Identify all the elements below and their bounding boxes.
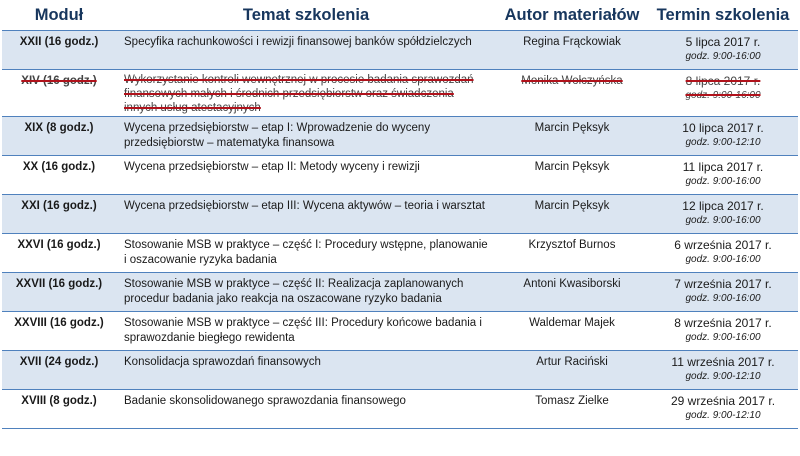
topic-cell: Wycena przedsiębiorstw – etap II: Metody wyceny i rewizji	[116, 156, 496, 195]
table-row	[2, 117, 798, 156]
hours-text: godz. 9:00-16:00	[685, 254, 761, 265]
hours-text: godz. 9:00-16:00	[685, 215, 761, 226]
date-cell	[648, 31, 798, 70]
module-text: XIV (16 godz.)	[21, 75, 97, 87]
date-cell	[648, 117, 798, 156]
date-text: 29 września 2017 r.	[670, 394, 776, 408]
topic-text: Wykorzystanie kontroli wewnętrznej w procesie badania sprawozdań finansowych małych i średnich przedsiębiorstw oraz świadczenia innych usług atestacyjnych	[124, 74, 474, 114]
author-cell	[496, 70, 648, 117]
hours-text: godz. 9:00-16:00	[685, 176, 761, 187]
table-row	[2, 312, 798, 351]
date-text: 8 lipca 2017 r.	[685, 74, 761, 88]
author-cell: Tomasz Zielke	[496, 390, 648, 429]
topic-cell: Badanie skonsolidowanego sprawozdania finansowego	[116, 390, 496, 429]
date-cell	[648, 156, 798, 195]
topic-cell	[116, 70, 496, 117]
author-cell: Artur Raciński	[496, 351, 648, 390]
date-cell	[648, 70, 798, 117]
date-text: 10 lipca 2017 r.	[682, 121, 764, 135]
hours-text: godz. 9:00-12:10	[685, 137, 761, 148]
date-cell	[648, 273, 798, 312]
topic-cell: Stosowanie MSB w praktyce – część I: Procedury wstępne, planowanie i oszacowanie ryzyka badania	[116, 234, 496, 273]
table-row-cancelled	[2, 70, 798, 117]
table-row	[2, 156, 798, 195]
author-cell: Marcin Pęksyk	[496, 195, 648, 234]
date-text: 6 września 2017 r.	[674, 238, 772, 252]
topic-cell: Konsolidacja sprawozdań finansowych	[116, 351, 496, 390]
table-row	[2, 31, 798, 70]
date-text: 11 września 2017 r.	[671, 355, 775, 369]
table-row	[2, 390, 798, 429]
author-cell: Waldemar Majek	[496, 312, 648, 351]
module-cell: XVIII (8 godz.)	[2, 390, 116, 429]
module-cell	[2, 70, 116, 117]
training-schedule-table	[2, 0, 798, 429]
table-row	[2, 195, 798, 234]
table-row	[2, 273, 798, 312]
hours-text: godz. 9:00-12:10	[685, 371, 761, 382]
date-cell	[648, 390, 798, 429]
hours-text: godz. 9:00-16:00	[685, 293, 761, 304]
date-cell	[648, 351, 798, 390]
header-row	[2, 0, 798, 31]
date-text: 12 lipca 2017 r.	[682, 199, 764, 213]
module-cell: XXI (16 godz.)	[2, 195, 116, 234]
author-cell: Krzysztof Burnos	[496, 234, 648, 273]
header-module: Moduł	[34, 5, 84, 24]
module-cell: XVII (24 godz.)	[2, 351, 116, 390]
date-cell	[648, 195, 798, 234]
author-text: Monika Wołczyńska	[521, 75, 623, 87]
date-cell	[648, 312, 798, 351]
module-cell: XXVII (16 godz.)	[2, 273, 116, 312]
date-text: 8 września 2017 r.	[674, 316, 772, 330]
hours-text: godz. 9:00-16:00	[685, 51, 761, 62]
module-cell: XXVI (16 godz.)	[2, 234, 116, 273]
module-cell: XXII (16 godz.)	[2, 31, 116, 70]
module-cell: XX (16 godz.)	[2, 156, 116, 195]
table-row	[2, 351, 798, 390]
date-text: 11 lipca 2017 r.	[682, 160, 764, 174]
header-author: Autor materiałów	[504, 5, 640, 24]
table-row	[2, 234, 798, 273]
hours-text: godz. 9:00-16:00	[685, 332, 761, 343]
author-cell: Marcin Pęksyk	[496, 117, 648, 156]
topic-cell: Wycena przedsiębiorstw – etap I: Wprowadzenie do wyceny przedsiębiorstw – matematyka finansowa	[116, 117, 496, 156]
topic-cell: Specyfika rachunkowości i rewizji finansowej banków spółdzielczych	[116, 31, 496, 70]
header-topic: Temat szkolenia	[242, 5, 370, 24]
topic-cell: Stosowanie MSB w praktyce – część II: Realizacja zaplanowanych procedur badania jako reakcja na oszacowane ryzyko badania	[116, 273, 496, 312]
module-cell: XIX (8 godz.)	[2, 117, 116, 156]
hours-text: godz. 9:00-12:10	[685, 410, 761, 421]
date-cell	[648, 234, 798, 273]
author-cell: Regina Frąckowiak	[496, 31, 648, 70]
hours-text: godz. 9:00-16:00	[685, 90, 761, 101]
topic-cell: Wycena przedsiębiorstw – etap III: Wycena aktywów – teoria i warsztat	[116, 195, 496, 234]
date-text: 7 września 2017 r.	[674, 277, 772, 291]
module-cell: XXVIII (16 godz.)	[2, 312, 116, 351]
author-cell: Antoni Kwasiborski	[496, 273, 648, 312]
topic-cell: Stosowanie MSB w praktyce – część III: Procedury końcowe badania i sprawozdanie biegłego rewidenta	[116, 312, 496, 351]
header-date: Termin szkolenia	[656, 5, 790, 24]
date-text: 5 lipca 2017 r.	[685, 35, 761, 49]
author-cell: Marcin Pęksyk	[496, 156, 648, 195]
